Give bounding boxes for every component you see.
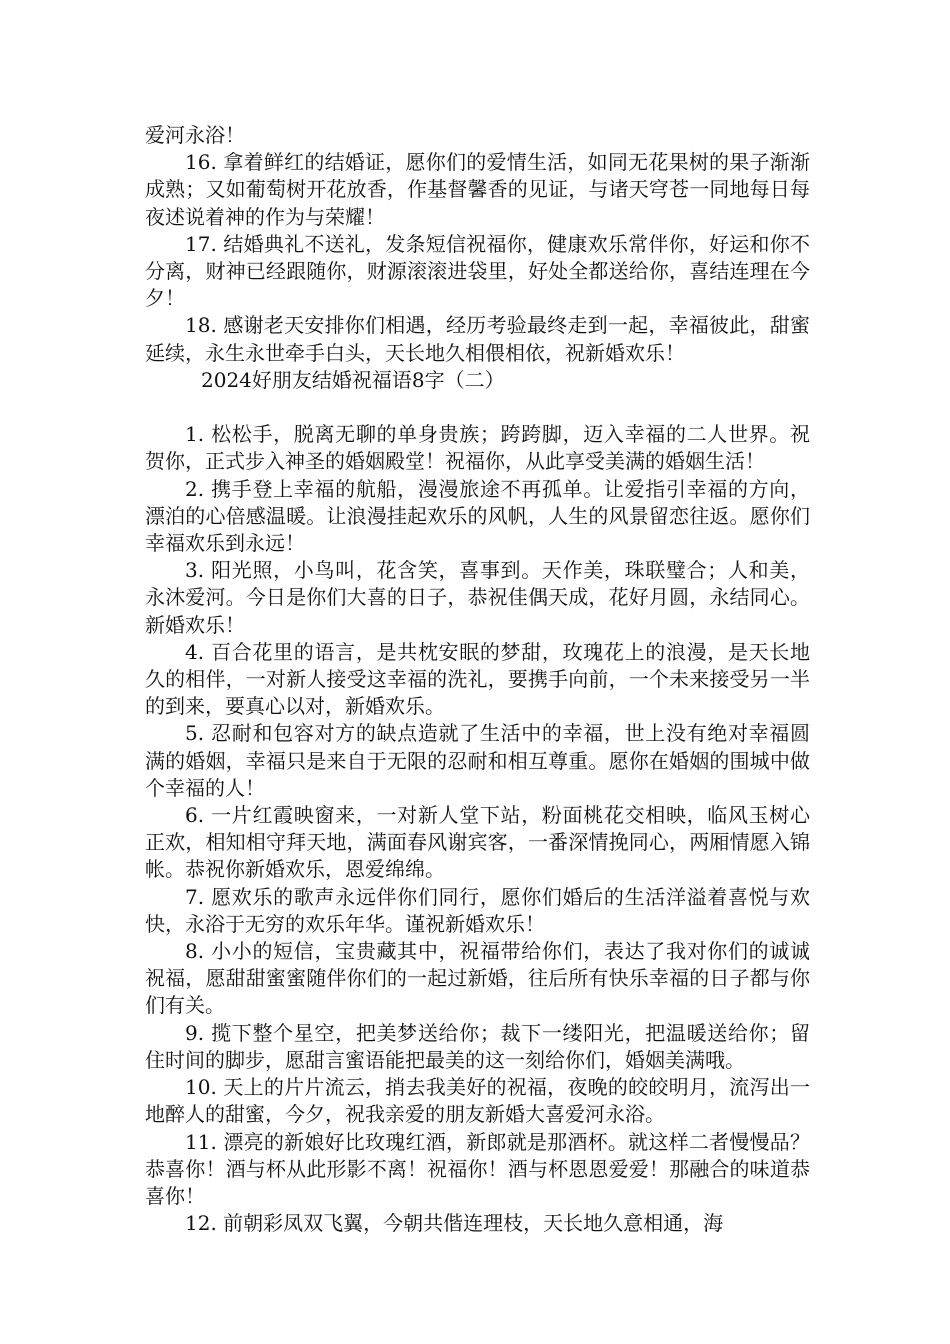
list-item-6: 6. 一片红霞映窗来，一对新人堂下站，粉面桃花交相映，临风玉树心正欢，相知相守拜天地，满面春风谢宾客，一番深情挽同心，两厢情愿入锦帐。恭祝你新婚欢乐，恩爱绵绵。 xyxy=(145,803,810,882)
list-item-1: 1. 松松手，脱离无聊的单身贵族；跨跨脚，迈入幸福的二人世界。祝贺你，正式步入神圣的婚姻殿堂！祝福你，从此享受美满的婚姻生活！ xyxy=(145,422,810,474)
list-item-8: 8. 小小的短信，宝贵藏其中，祝福带给你们，表达了我对你们的诚诚祝福，愿甜甜蜜蜜随伴你们的一起过新婚，往后所有快乐幸福的日子都与你们有关。 xyxy=(145,939,810,1018)
document-body xyxy=(145,122,810,1237)
list-item-17: 17. 结婚典礼不送礼，发条短信祝福你，健康欢乐常伴你，好运和你不分离，财神已经跟随你，财源滚滚进袋里，好处全都送给你，喜结连理在今夕！ xyxy=(145,231,810,311)
list-item-2: 2. 携手登上幸福的航船，漫漫旅途不再孤单。让爱指引幸福的方向，漂泊的心倍感温暖。让浪漫挂起欢乐的风帆，人生的风景留恋往返。愿你们幸福欢乐到永远！ xyxy=(145,476,810,556)
list-item-4: 4. 百合花里的语言，是共枕安眠的梦甜，玫瑰花上的浪漫，是天长地久的相伴，一对新人接受这幸福的洗礼，要携手向前，一个未来接受另一半的到来，要真心以对，新婚欢乐。 xyxy=(145,639,810,719)
list-item-3: 3. 阳光照，小鸟叫，花含笑，喜事到。天作美，珠联璧合；人和美，永沐爱河。今日是你们大喜的日子，恭祝佳偶天成，花好月圆，永结同心。新婚欢乐！ xyxy=(145,558,810,637)
list-item-12: 12. 前朝彩凤双飞翼，今朝共偕连理枝，天长地久意相通，海 xyxy=(185,1211,724,1236)
list-item-7: 7. 愿欢乐的歌声永远伴你们同行，愿你们婚后的生活洋溢着喜悦与欢快，永浴于无穷的欢乐年华。谨祝新婚欢乐！ xyxy=(145,884,810,936)
list-item-16: 16. 拿着鲜红的结婚证，愿你们的爱情生活，如同无花果树的果子渐渐成熟；又如葡萄树开花放香，作基督馨香的见证，与诸天穹苍一同地每日每夜述说着神的作为与荣耀！ xyxy=(145,150,810,229)
list-item-11: 11. 漂亮的新娘好比玫瑰红酒，新郎就是那酒杯。就这样二者慢慢品？恭喜你！酒与杯从此形影不离！祝福你！酒与杯恩恩爱爱！那融合的味道恭喜你！ xyxy=(145,1129,810,1208)
list-item-18: 18. 感谢老天安排你们相遇，经历考验最终走到一起，幸福彼此，甜蜜延续，永生永世牵手白头，天长地久相偎相依，祝新婚欢乐！ xyxy=(145,313,810,365)
list-item-10: 10. 天上的片片流云，捎去我美好的祝福，夜晚的皎皎明月，流泻出一地醉人的甜蜜，今夕，祝我亲爱的朋友新婚大喜爱河永浴。 xyxy=(145,1075,810,1127)
lead-fragment: 爱河永浴！ xyxy=(145,123,245,147)
list-item-9: 9. 揽下整个星空，把美梦送给你；裁下一缕阳光，把温暖送给你；留住时间的脚步，愿甜言蜜语能把最美的这一刻给你们，婚姻美满哦。 xyxy=(145,1020,810,1072)
list-item-5: 5. 忍耐和包容对方的缺点造就了生活中的幸福，世上没有绝对幸福圆满的婚姻，幸福只是来自于无限的忍耐和相互尊重。愿你在婚姻的围城中做个幸福的人！ xyxy=(145,721,810,800)
section-heading: 2024好朋友结婚祝福语8字（二） xyxy=(201,367,505,392)
blank-line xyxy=(145,394,810,421)
